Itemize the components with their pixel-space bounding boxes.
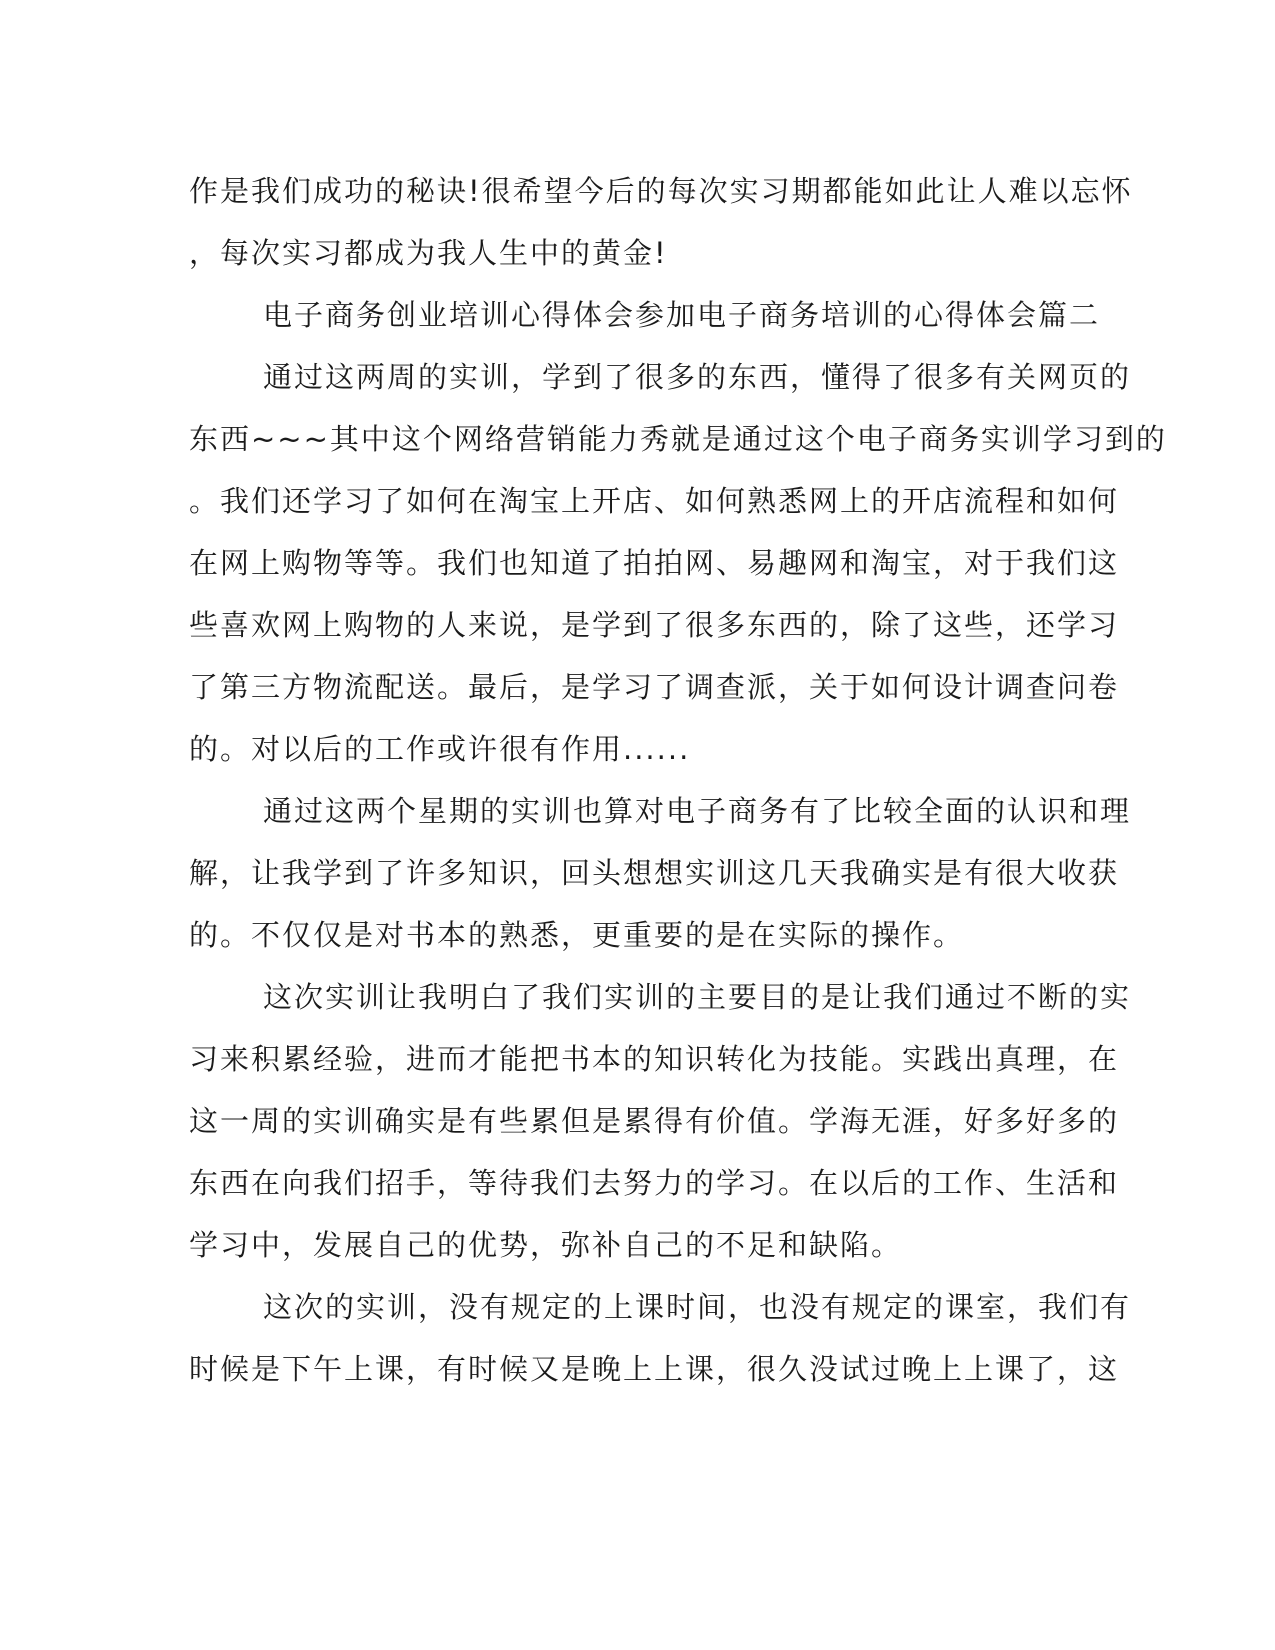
text-line: 时候是下午上课，有时候又是晚上上课，很久没试过晚上上课了，这 [189,1352,1120,1386]
text-line: 些喜欢网上购物的人来说，是学到了很多东西的，除了这些，还学习 [189,608,1120,642]
text-line: 了第三方物流配送。最后，是学习了调查派，关于如何设计调查问卷 [189,670,1120,704]
text-line: 东西在向我们招手，等待我们去努力的学习。在以后的工作、生活和 [189,1166,1120,1200]
text-line: 这次实训让我明白了我们实训的主要目的是让我们通过不断的实 [263,980,1132,1014]
text-line: 的。对以后的工作或许很有作用...... [189,732,691,766]
text-line: 在网上购物等等。我们也知道了拍拍网、易趣网和淘宝，对于我们这 [189,546,1120,580]
text-line: 这一周的实训确实是有些累但是累得有价值。学海无涯，好多好多的 [189,1104,1120,1138]
text-line: 。我们还学习了如何在淘宝上开店、如何熟悉网上的开店流程和如何 [189,484,1120,518]
text-line: 东西~~~其中这个网络营销能力秀就是通过这个电子商务实训学习到的 [189,422,1167,456]
text-line: 这次的实训，没有规定的上课时间，也没有规定的课室，我们有 [263,1290,1132,1324]
text-line: 学习中，发展自己的优势，弥补自己的不足和缺陷。 [189,1228,903,1262]
text-line: ，每次实习都成为我人生中的黄金! [189,236,668,270]
text-line: 解，让我学到了许多知识，回头想想实训这几天我确实是有很大收获 [189,856,1120,890]
text-line: 通过这两个星期的实训也算对电子商务有了比较全面的认识和理 [263,794,1132,828]
text-line: 的。不仅仅是对书本的熟悉，更重要的是在实际的操作。 [189,918,965,952]
text-line: 习来积累经验，进而才能把书本的知识转化为技能。实践出真理，在 [189,1042,1120,1076]
text-line: 作是我们成功的秘诀!很希望今后的每次实习期都能如此让人难以忘怀 [189,174,1133,208]
body-text [189,160,1167,1400]
section-heading: 电子商务创业培训心得体会参加电子商务培训的心得体会篇二 [263,298,1101,332]
text-line: 通过这两周的实训，学到了很多的东西，懂得了很多有关网页的 [263,360,1132,394]
